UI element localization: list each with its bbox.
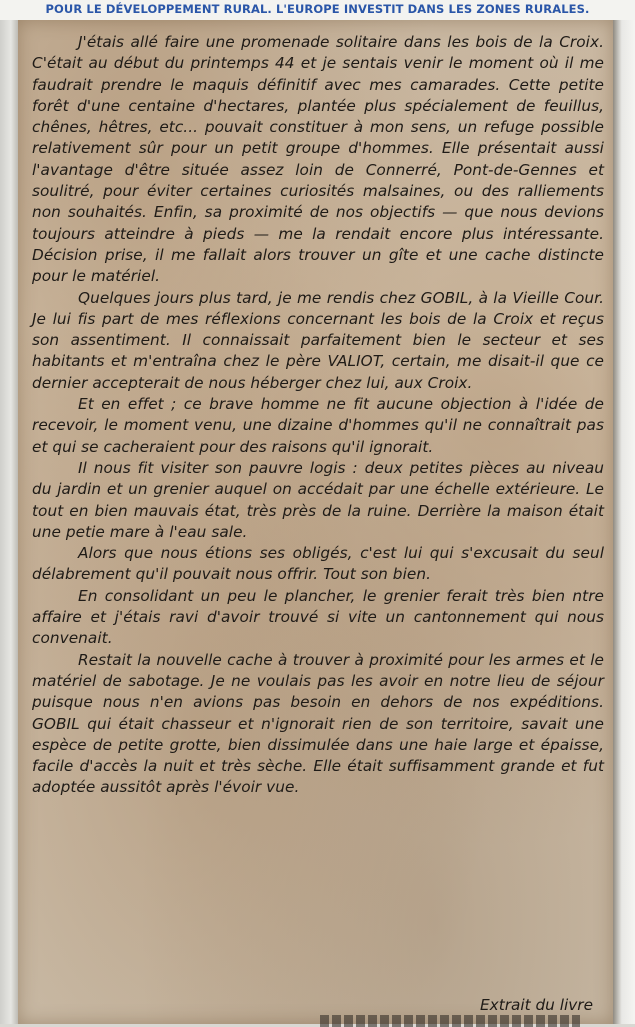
cropped-text-line	[320, 1015, 580, 1027]
banner-text: POUR LE DÉVELOPPEMENT RURAL. L'EUROPE INVESTIT DANS LES ZONES RURALES.	[45, 2, 590, 16]
paragraph-7: Restait la nouvelle cache à trouver à proximité pour les armes et le matériel de sabotage. Je ne voulais pas les avoir en notre lieu de séjour puisque nous n'en avions pas besoin en dehors de nos expéditions. GOBIL qui était chasseur et n'ignorait rien de son territoire, savait une espèce de petite grotte, bien dissimulée dans une haie large et épaisse, facile d'accès la nuit et très sèche. Elle était suffisamment grande et fut adoptée aussitôt après l'évoir vue.	[32, 650, 604, 797]
text-panel	[18, 20, 613, 1024]
paragraph-1: J'étais allé faire une promenade solitaire dans les bois de la Croix. C'était au début du printemps 44 et je sentais venir le moment où il me faudrait prendre le maquis définitif avec mes camarades. Cette petite forêt d'une centaine d'hectares, plantée plus spécialement de feuillus, chênes, hêtres, etc... pouvait constituer à mon sens, un refuge possible relativement sûr pour un petit groupe d'hommes. Elle présentait aussi l'avantage d'être située assez loin de Connerré, Pont-de-Gennes et soulitré, pour éviter certaines curiosités malsaines, ou des ralliements non souhaités. Enfin, sa proximité de nos objectifs — que nous devions toujours atteindre à pieds — me la rendait encore plus intéressante. Décision prise, il me fallait alors trouver un gîte et une cache distincte pour le matériel.	[32, 33, 604, 286]
right-frame-edge	[613, 20, 635, 1024]
book-attribution: Extrait du livre	[479, 996, 593, 1014]
paragraph-4: Il nous fit visiter son pauvre logis : deux petites pièces au niveau du jardin et un grenier auquel on accédait par une échelle extérieure. Le tout en bien mauvais état, très près de la ruine. Derrière la maison était une petie mare à l'eau sale.	[32, 458, 604, 541]
paragraph-6: En consolidant un peu le plancher, le grenier ferait très bien ntre affaire et j'étais ravi d'avoir trouvé si vite un cantonnement qui nous convenait.	[32, 586, 604, 648]
document-body	[32, 32, 604, 799]
paragraph-2: Quelques jours plus tard, je me rendis chez GOBIL, à la Vieille Cour. Je lui fis part de mes réflexions concernant les bois de la Croix et reçus son assentiment. Il connaissait parfaitement bien le secteur et ses habitants et m'entraîna chez le père VALIOT, certain, me disait-il que ce dernier accepterait de nous héberger chez lui, aux Croix.	[32, 288, 604, 392]
left-frame-edge	[0, 20, 18, 1024]
paragraph-5: Alors que nous étions ses obligés, c'est lui qui s'excusait du seul délabrement qu'il pouvait nous offrir. Tout son bien.	[32, 544, 604, 584]
top-banner	[0, 0, 635, 21]
paragraph-3: Et en effet ; ce brave homme ne fit aucune objection à l'idée de recevoir, le moment venu, une dizaine d'hommes qu'il ne connaîtrait pas et qui se cacheraient pour des raisons qu'il ignorait.	[32, 395, 604, 456]
